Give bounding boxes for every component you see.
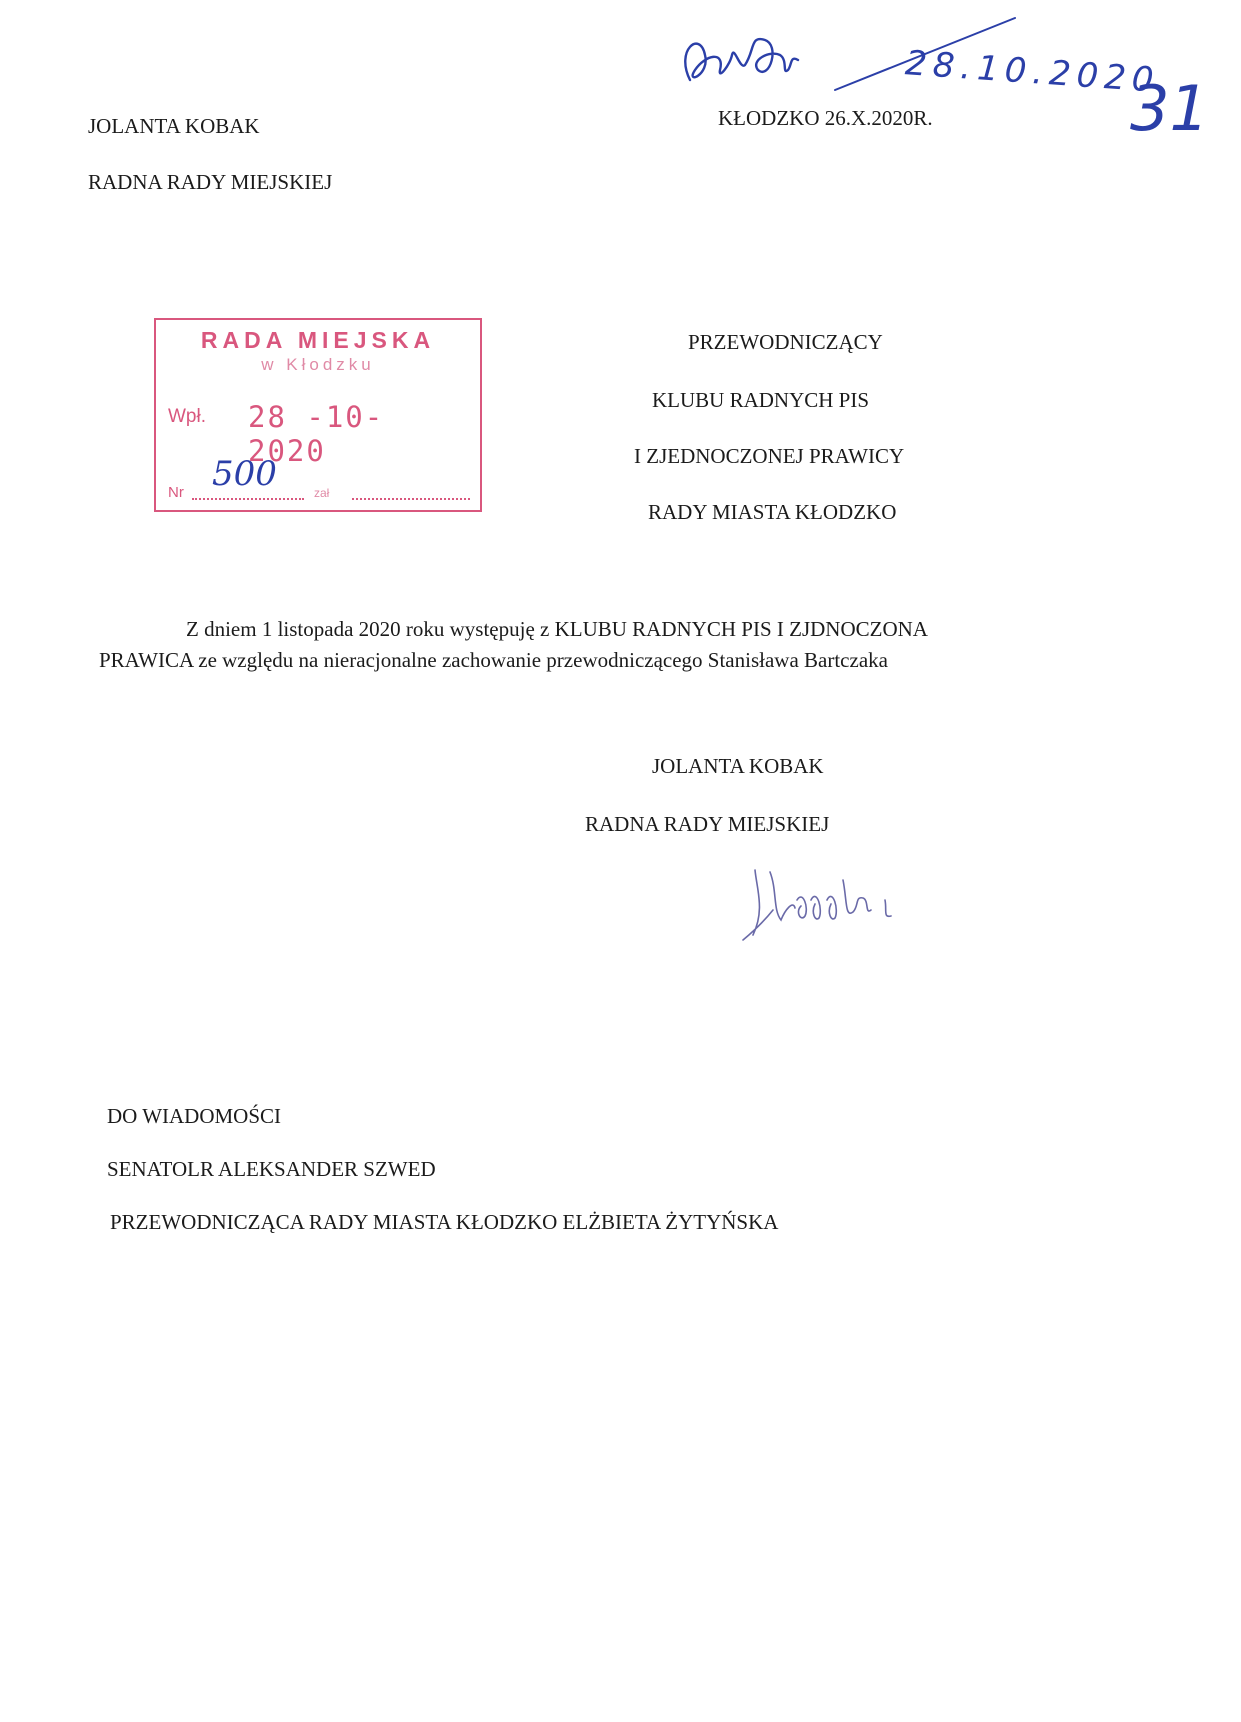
- signature-name: JOLANTA KOBAK: [652, 754, 824, 778]
- handwritten-number: 31: [1130, 72, 1209, 145]
- cc-item-1: SENATOLR ALEKSANDER SZWED: [107, 1157, 436, 1181]
- stamp-received-date: 28 -10- 2020: [248, 400, 385, 468]
- stamp-title: RADA MIEJSKA: [200, 327, 436, 353]
- place-and-date: KŁODZKO 26.X.2020R.: [718, 106, 933, 130]
- stamp-attachments-label: zał: [314, 486, 330, 500]
- handwritten-date: 28.10.2020: [903, 43, 1161, 101]
- cc-item-2: PRZEWODNICZĄCA RADY MIASTA KŁODZKO ELŻBIETA ŻYTYŃSKA: [110, 1210, 779, 1234]
- handwritten-signature: [735, 860, 935, 950]
- author-role: RADNA RADY MIEJSKIEJ: [88, 170, 333, 194]
- stamp-city: w Kłodzku: [261, 355, 375, 374]
- signature-role: RADNA RADY MIEJSKIEJ: [585, 812, 830, 836]
- body-line-2: PRAWICA ze względu na nieracjonalne zachowanie przewodniczącego Stanisława Bartczaka: [99, 648, 888, 672]
- stamp-attachments-dots: [352, 498, 470, 500]
- body-line-1: Z dniem 1 listopada 2020 roku występuję z KLUBU RADNYCH PIS I ZJDNOCZONA: [186, 617, 928, 641]
- author-name: JOLANTA KOBAK: [88, 114, 260, 138]
- recipient-line-3: I ZJEDNOCZONEJ PRAWICY: [634, 444, 905, 468]
- stamp-received-label: Wpł.: [168, 406, 206, 427]
- recipient-line-4: RADY MIASTA KŁODZKO: [648, 500, 897, 524]
- stamp-number-label: Nr: [168, 484, 184, 501]
- received-stamp: [154, 318, 482, 512]
- cc-heading: DO WIADOMOŚCI: [107, 1104, 282, 1128]
- recipient-line-2: KLUBU RADNYCH PIS: [652, 388, 870, 412]
- stamp-number-dots: [192, 498, 304, 500]
- recipient-line-1: PRZEWODNICZĄCY: [688, 330, 883, 354]
- stamp-number-value: 500: [212, 454, 277, 494]
